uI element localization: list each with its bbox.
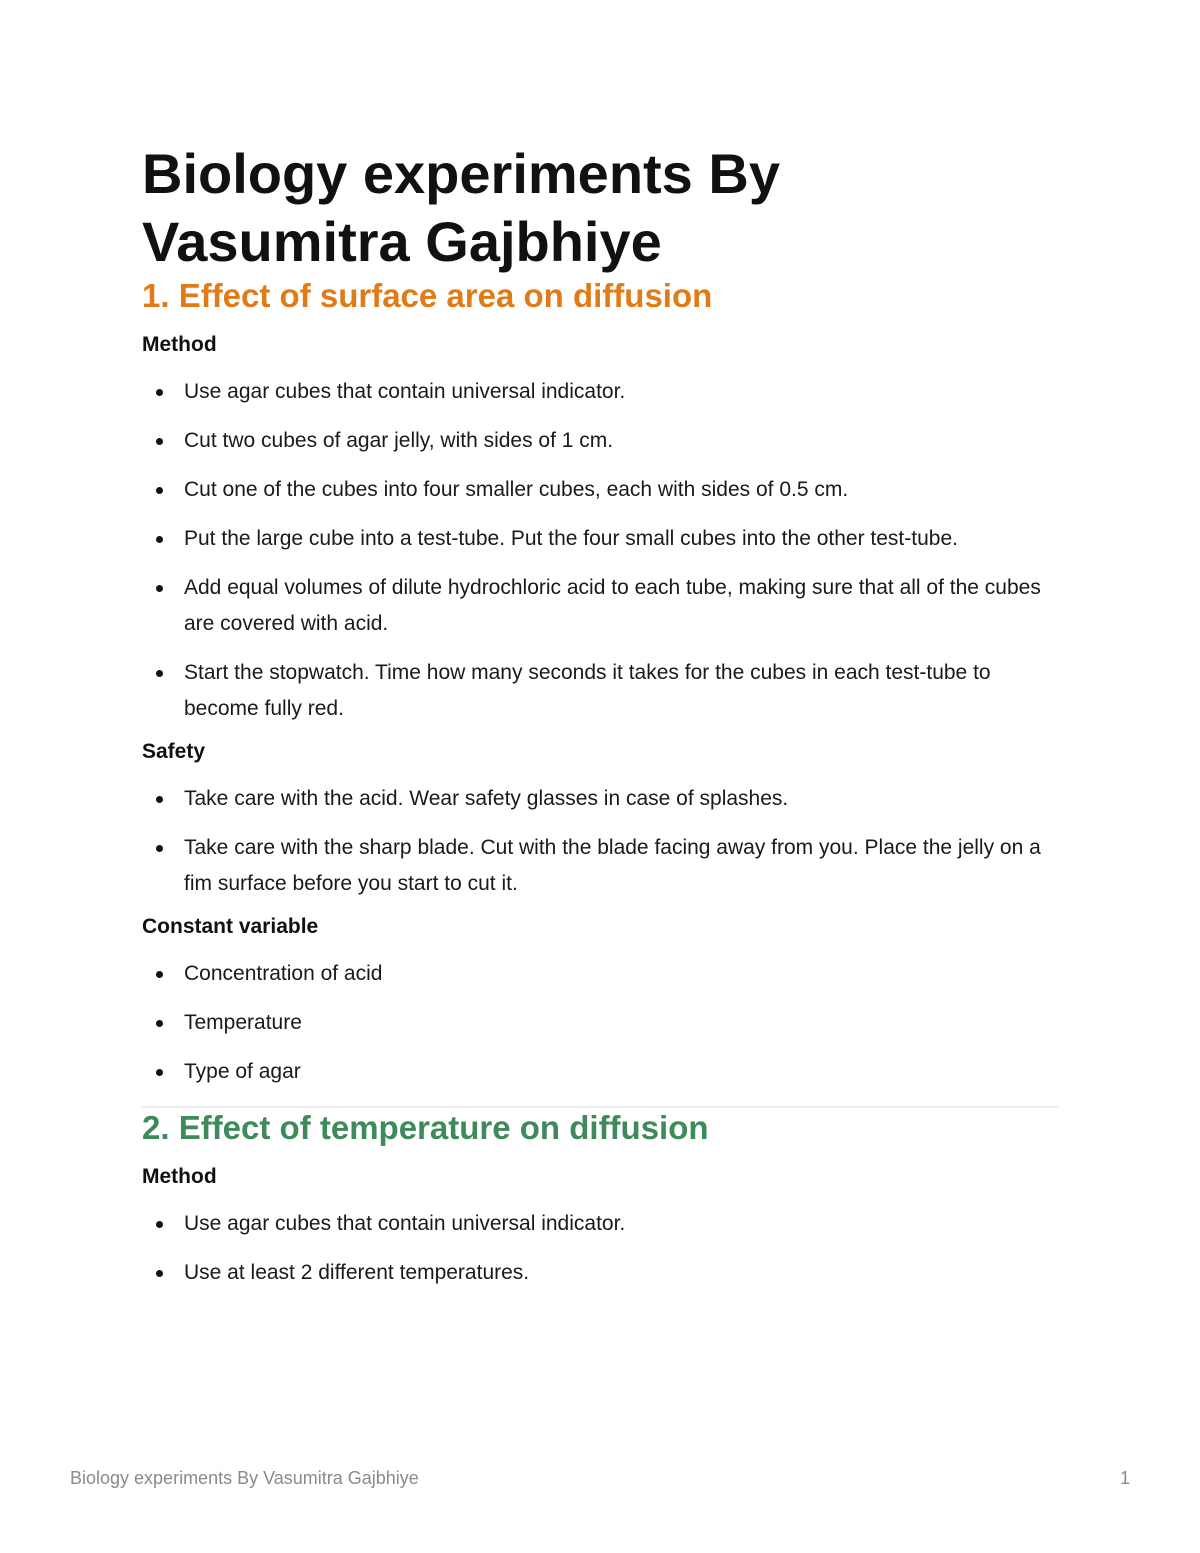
section1-safety-heading: Safety — [142, 740, 206, 763]
list-item — [142, 472, 1058, 508]
list-item-text: Use at least 2 different temperatures. — [184, 1261, 530, 1284]
bullet-icon — [156, 1221, 163, 1228]
list-item-text: Add equal volumes of dilute hydrochloric acid to each tube, making sure that all of the cubes are covered with acid. — [184, 576, 1041, 635]
section1-method-list — [142, 374, 1058, 727]
list-item — [142, 1005, 1058, 1041]
footer-title: Biology experiments By Vasumitra Gajbhiye — [70, 1468, 419, 1488]
section1-constant-variable-list — [142, 956, 1058, 1090]
bullet-icon — [156, 845, 163, 852]
list-item — [142, 570, 1058, 642]
bullet-icon — [156, 1069, 163, 1076]
list-item-text: Type of agar — [184, 1060, 301, 1083]
list-item — [142, 956, 1058, 992]
bullet-icon — [156, 536, 163, 543]
list-item-text: Temperature — [184, 1011, 302, 1034]
bullet-icon — [156, 796, 163, 803]
bullet-icon — [156, 389, 163, 396]
bullet-icon — [156, 670, 163, 677]
bullet-icon — [156, 971, 163, 978]
list-item — [142, 423, 1058, 459]
section-title-surface-area: 1. Effect of surface area on diffusion — [142, 277, 713, 314]
bullet-icon — [156, 585, 163, 592]
list-item — [142, 1206, 1058, 1242]
list-item-text: Concentration of acid — [184, 962, 383, 985]
list-item-text: Take care with the sharp blade. Cut with the blade facing away from you. Place the jelly on a fim surface before you start to cut it. — [184, 836, 1041, 895]
list-item-text: Use agar cubes that contain universal indicator. — [184, 1212, 626, 1235]
list-item — [142, 521, 1058, 557]
list-item-text: Take care with the acid. Wear safety glasses in case of splashes. — [184, 787, 789, 810]
list-item — [142, 830, 1058, 902]
list-item-text: Use agar cubes that contain universal indicator. — [184, 380, 626, 403]
section-title-temperature: 2. Effect of temperature on diffusion — [142, 1109, 709, 1146]
page-footer — [70, 1466, 1130, 1490]
section1-safety-list — [142, 781, 1058, 902]
section2-method-heading: Method — [142, 1165, 217, 1188]
list-item-text: Put the large cube into a test-tube. Put the four small cubes into the other test-tube. — [184, 527, 958, 550]
section1-constant-variable-heading: Constant variable — [142, 915, 319, 938]
bullet-icon — [156, 487, 163, 494]
list-item — [142, 374, 1058, 410]
page-number: 1 — [1119, 1468, 1130, 1488]
bullet-icon — [156, 1270, 163, 1277]
document-content — [142, 140, 1058, 1291]
list-item-text: Cut one of the cubes into four smaller cubes, each with sides of 0.5 cm. — [184, 478, 849, 501]
list-item — [142, 1054, 1058, 1090]
bullet-icon — [156, 1020, 163, 1027]
section1-method-heading: Method — [142, 333, 217, 356]
document-title: Biology experiments By Vasumitra Gajbhiye — [142, 142, 780, 273]
list-item — [142, 1255, 1058, 1291]
section2-method-list — [142, 1206, 1058, 1291]
list-item — [142, 781, 1058, 817]
list-item-text: Start the stopwatch. Time how many seconds it takes for the cubes in each test-tube to become fully red. — [184, 661, 991, 720]
bullet-icon — [156, 438, 163, 445]
list-item — [142, 655, 1058, 727]
list-item-text: Cut two cubes of agar jelly, with sides of 1 cm. — [184, 429, 614, 452]
